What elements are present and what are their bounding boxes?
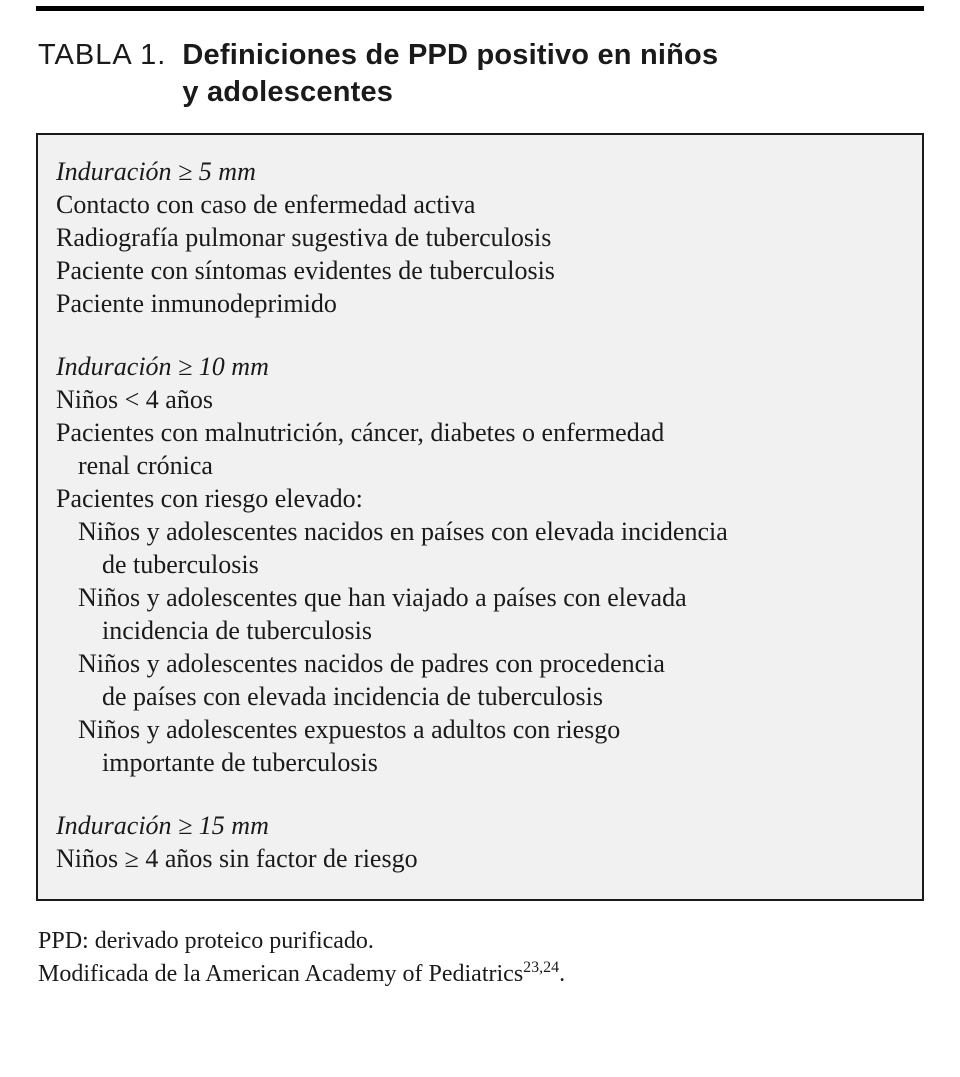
section-induration-5mm [56, 155, 902, 320]
table-line: Niños y adolescentes nacidos en países con elevada incidencia [78, 517, 728, 546]
table-box [36, 133, 924, 901]
table-line: Pacientes con riesgo elevado: [56, 484, 363, 513]
table-line: Niños < 4 años [56, 385, 213, 414]
table-title [38, 37, 924, 111]
table-line-continuation: de países con elevada incidencia de tuberculosis [102, 682, 604, 711]
table-line: Paciente con síntomas evidentes de tuberculosis [56, 256, 555, 285]
table-line: Niños y adolescentes nacidos de padres con procedencia [78, 649, 665, 678]
table-line: Contacto con caso de enfermedad activa [56, 190, 476, 219]
table-line: Radiografía pulmonar sugestiva de tuberculosis [56, 223, 552, 252]
table-caption-line1: Definiciones de PPD positivo en niños [182, 39, 719, 71]
top-rule [36, 6, 924, 11]
table-line: Pacientes con malnutrición, cáncer, diabetes o enfermedad [56, 418, 665, 447]
table-line: Niños y adolescentes expuestos a adultos con riesgo [78, 715, 621, 744]
section-heading: Induración ≥ 10 mm [56, 352, 269, 381]
footnote-reference-superscript: 23,24 [523, 959, 560, 976]
section-induration-15mm [56, 809, 902, 875]
footnote-source [38, 958, 924, 991]
table-line-continuation: de tuberculosis [102, 550, 259, 579]
table-line: Niños y adolescentes que han viajado a países con elevada [78, 583, 687, 612]
footnote-source-suffix: . [559, 961, 566, 987]
section-heading: Induración ≥ 15 mm [56, 811, 269, 840]
footnotes [38, 925, 924, 991]
table-number-label: TABLA 1. [38, 39, 167, 71]
section-induration-10mm [56, 350, 902, 779]
table-caption [182, 37, 718, 111]
table-line: Niños ≥ 4 años sin factor de riesgo [56, 844, 418, 873]
table-caption-line2: y adolescentes [182, 76, 394, 108]
table-line-continuation: importante de tuberculosis [102, 748, 378, 777]
table-line: Paciente inmunodeprimido [56, 289, 337, 318]
footnote-source-text: Modificada de la American Academy of Pediatrics [38, 961, 524, 987]
table-line-continuation: incidencia de tuberculosis [102, 616, 373, 645]
footnote-abbreviation: PPD: derivado proteico purificado. [38, 928, 374, 954]
section-heading: Induración ≥ 5 mm [56, 157, 256, 186]
table-line-continuation: renal crónica [78, 451, 213, 480]
